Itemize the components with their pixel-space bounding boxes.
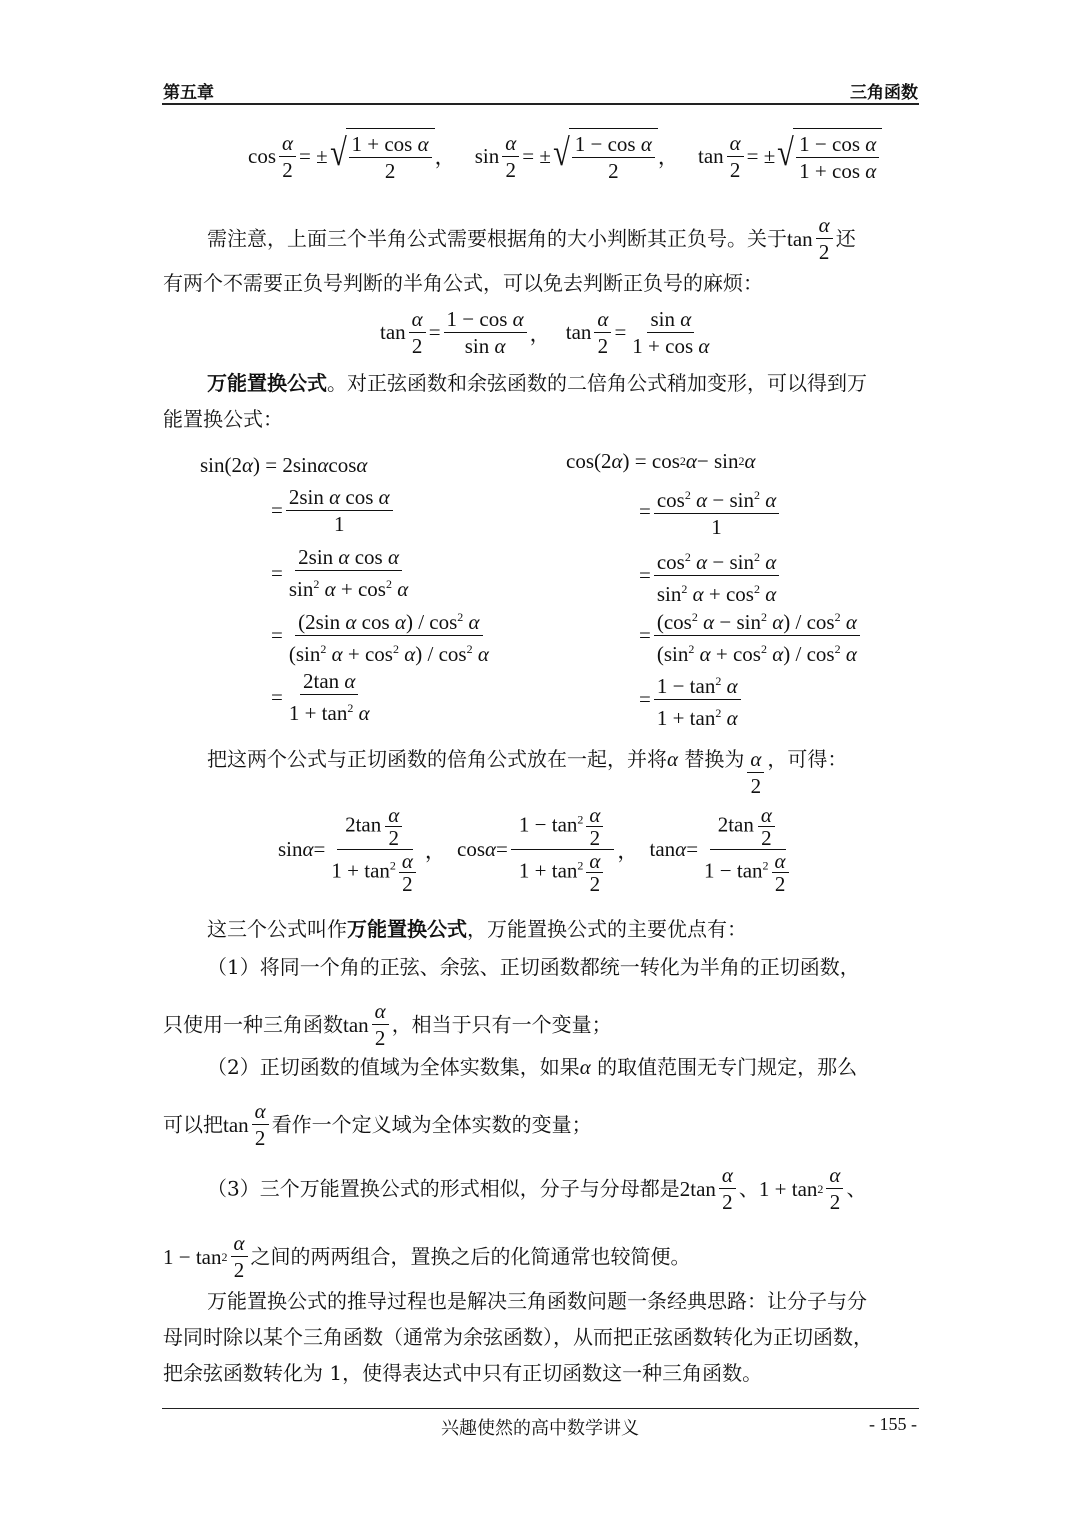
derivation-sin-step-4: = $\frac{(2\sin \alpha \cos \alpha) / \cos^2 \alpha}{(\sin^2 \alpha + \cos^2 \alpha) / \cos^2 \alpha}$ [271,604,495,667]
chapter-label: 第五章 [163,83,214,103]
footer-rule [162,1408,919,1409]
half-tan-formula-1: tan $\frac{\alpha}{2}$ = $\frac{\text{1 − cos α}}{\text{sin α}}$ ， [380,307,551,358]
half-angle-formulas [248,128,882,184]
term-universal-substitution: 万能置换公式 [207,371,327,395]
derivation-cos-step-5: = $\frac{1 - \tan^2 \alpha}{1 + \tan^2 \alpha}$ [639,668,744,731]
derivation-cos-step-1: cos(2 α ) = cos 2 α − sin 2 α [566,448,756,473]
derivation-sin-step-3: = $\frac{\text{2sin α cos α}}{\sin^2 \alpha + \cos^2 \alpha}$ [271,545,409,601]
derivation-sin [200,450,367,480]
book-title: 兴趣使然的高中数学讲义 [441,1418,639,1439]
universal-tan-formula: tan α = 2tan $\frac{\alpha}{2}$ $1 - \tan^2$ $\frac{\alpha}{2}$ [650,804,798,895]
subject-label: 三角函数 [850,83,918,103]
paragraph-half-angle-note-line2: 有两个不需要正负号判断的半角公式，可以免去判断正负号的麻烦： [163,271,763,295]
paragraph-summary-line3: 把余弦函数转化为 1，使得表达式中只有正切函数这一种三角函数。 [163,1361,763,1385]
paragraph-half-angle-note: 需注意，上面三个半角公式需要根据角的大小判断其正负号。关于tan $\frac{\alpha}{2}$ 还 [207,213,856,264]
advantage-item-1-line2: 只使用一种三角函数tan $\frac{\alpha}{2}$ ，相当于只有一个变量； [163,999,612,1050]
paragraph-universal-intro-line2: 能置换公式： [163,407,283,431]
advantage-item-2-line2: 可以把tan $\frac{\alpha}{2}$ 看作一个定义域为全体实数的变量； [163,1099,592,1150]
header-rule [162,103,919,105]
derivation-sin-step-2: = $\frac{\text{2sin α cos α}}{1}$ [271,484,396,537]
paragraph-summary-line1: 万能置换公式的推导过程也是解决三角函数问题一条经典思路：让分子与分 [207,1289,867,1313]
half-tan-formula-2: tan $\frac{\alpha}{2}$ = $\frac{\text{sin α}}{\text{1 + cos α}}$ [565,307,710,358]
derivation-cos-step-3: = $\frac{\cos^2 \alpha - \sin^2 \alpha}{\sin^2 \alpha + \cos^2 \alpha}$ [639,544,782,607]
paragraph-substitute: 把这两个公式与正切函数的倍角公式放在一起，并将 α 替换为 $\frac{\alpha}{2}$ ，可得： [207,747,848,798]
advantage-item-3-line2: 1 − tan 2 $\frac{\alpha}{2}$ 之间的两两组合，置换之后的化简通常也较简便。 [163,1231,691,1282]
derivation-sin-step-1: sin(2 α ) = 2sin α cos α [200,452,368,477]
paragraph-universal-intro: 万能置换公式。对正弦函数和余弦函数的二倍角公式稍加变形，可以得到万 [207,371,867,395]
half-tangent-formulas [380,306,715,359]
universal-cos-formula: cos α = $1 - \tan^2$ $\frac{\alpha}{2}$ $1 + \tan^2$ $\frac{\alpha}{2}$ ， [457,803,639,896]
advantage-item-1: （1）将同一个角的正弦、余弦、正切函数都统一转化为半角的正切函数， [207,955,860,979]
derivation-cos-step-4: = $\frac{(\cos^2 \alpha - \sin^2 \alpha) / \cos^2 \alpha}{(\sin^2 \alpha + \cos^2 \alpha) / \cos^2 \alpha}$ [639,604,863,667]
advantage-item-2: （2）正切函数的值域为全体实数集，如果 α 的取值范围无专门规定，那么 [207,1055,858,1079]
paragraph-summary-line2: 母同时除以某个三角函数（通常为余弦函数），从而把正弦函数转化为正切函数， [163,1325,873,1349]
cos-half-angle-formula: cos $\frac{\alpha}{2}$ = ± √ $\frac{\text{1 + cos α}}{2}$ ， [248,128,456,184]
tan-half-angle-formula: tan $\frac{\alpha}{2}$ = ± √ $\frac{\text{1 − cos α}}{\text{1 + cos α}}$ [698,128,882,184]
advantage-item-3: （3）三个万能置换公式的形式相似，分子与分母都是2tan $\frac{\alpha}{2}$ 、1 + tan 2 $\frac{\alpha}{2}$ 、 [207,1163,867,1214]
sin-half-angle-formula: sin $\frac{\alpha}{2}$ = ± √ $\frac{\text{1 − cos α}}{2}$ ， [475,128,679,184]
derivation-sin-step-5: = $\frac{\text{2tan α}}{1 + \tan^2 \alpha}$ [271,669,370,725]
page-number: - 155 - [869,1414,917,1434]
universal-sin-formula: sin α = 2tan $\frac{\alpha}{2}$ $1 + \tan^2$ $\frac{\alpha}{2}$ ， [278,803,446,896]
universal-formulas [278,804,798,895]
derivation-cos [566,446,756,476]
paragraph-advantages-intro: 这三个公式叫作万能置换公式，万能置换公式的主要优点有： [207,917,747,941]
derivation-cos-step-2: = $\frac{\cos^2 \alpha - \sin^2 \alpha}{1}$ [639,482,782,540]
